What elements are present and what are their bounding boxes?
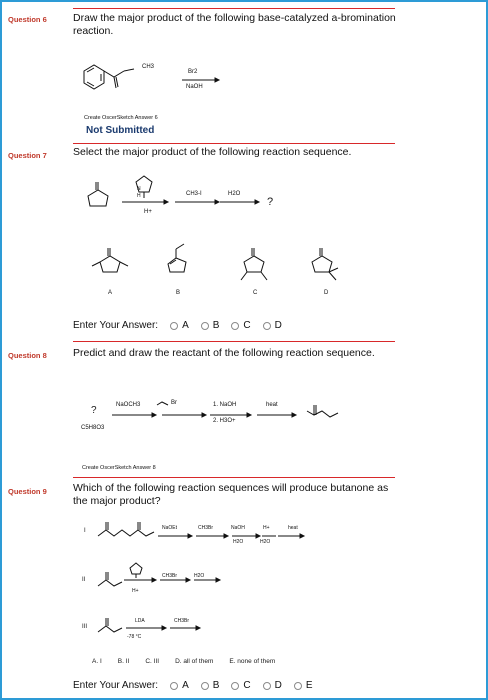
question-text: Which of the following reaction sequences will produce butanone as the major product?	[73, 482, 389, 507]
radio-button[interactable]	[201, 682, 209, 690]
question-number: Question 6	[8, 15, 47, 24]
answer-choices	[92, 658, 275, 665]
reagent: CH3Br	[198, 525, 214, 531]
choice-d: D. all of them	[175, 658, 214, 665]
option-b[interactable]: B	[201, 320, 220, 331]
choice-b: B. II	[117, 658, 130, 665]
reagent: H2O	[233, 539, 244, 545]
reagent-step3: H2O	[228, 191, 241, 197]
reagent-top: Br2	[188, 69, 198, 75]
option-e[interactable]: E	[294, 680, 313, 691]
question-number: Question 7	[8, 151, 47, 160]
reactant-formula: C5H8O3	[81, 425, 105, 431]
reagent: -78 °C	[127, 634, 142, 640]
radio-button[interactable]	[170, 322, 178, 330]
reagent-step2b: 2. H3O+	[213, 418, 236, 424]
radio-button[interactable]	[170, 682, 178, 690]
choice-a: A. I	[92, 658, 102, 665]
reagent: H+	[263, 525, 270, 531]
reagent: LDA	[135, 618, 145, 624]
reagent: CH3Br	[162, 573, 178, 579]
reagent: NaOEt	[162, 525, 178, 531]
answer-label: Enter Your Answer:	[73, 680, 159, 691]
choice-e: E. none of them	[229, 658, 276, 665]
sequence-label-iii: III	[82, 624, 88, 630]
status-not-submitted: Not Submitted	[86, 125, 155, 136]
quiz-page	[2, 2, 486, 698]
bromide-label: Br	[171, 400, 177, 406]
amine-h-label: H	[137, 193, 141, 199]
reagent: heat	[288, 525, 298, 531]
sequence-label-ii: II	[82, 577, 86, 583]
sequence-iii-scheme	[94, 612, 204, 642]
question-number: Question 9	[8, 487, 47, 496]
reagent: CH3Br	[174, 618, 190, 624]
q9-answer-row	[73, 680, 313, 691]
product-label-a: A	[108, 290, 113, 296]
reagent: NaOH	[231, 525, 245, 531]
reagent: H2O	[260, 539, 271, 545]
option-a[interactable]: A	[170, 680, 189, 691]
question-divider	[73, 477, 395, 478]
reagent-bottom: NaOH	[186, 84, 203, 90]
product-label-c: C	[253, 290, 258, 296]
option-c[interactable]: C	[231, 320, 250, 331]
reagent-step2a: 1. NaOH	[213, 402, 237, 408]
radio-button[interactable]	[201, 322, 209, 330]
reagent-acid: H+	[144, 209, 152, 215]
question-number: Question 8	[8, 351, 47, 360]
reagent-step2: CH3-I	[186, 191, 202, 197]
amine-n-label: N	[137, 186, 141, 192]
option-a[interactable]: A	[170, 320, 189, 331]
reagent: H+	[132, 588, 139, 594]
q7-product-structures	[72, 240, 372, 288]
substituent-label: CH3	[142, 64, 155, 70]
radio-button[interactable]	[294, 682, 302, 690]
q7-answer-row	[73, 320, 282, 331]
create-sketch-link[interactable]: Create OscerSketch Answer 6	[84, 115, 158, 121]
unknown-product-mark: ?	[267, 196, 274, 208]
question-text: Draw the major product of the following base-catalyzed a-bromination reaction.	[73, 12, 396, 37]
q6-reaction-scheme	[72, 47, 232, 97]
question-divider	[73, 143, 395, 144]
question-text: Select the major product of the following reaction sequence.	[73, 146, 352, 158]
question-divider	[73, 8, 395, 9]
reagent: H2O	[194, 573, 205, 579]
question-divider	[73, 341, 395, 342]
sequence-label-i: I	[84, 528, 86, 534]
option-d[interactable]: D	[263, 680, 282, 691]
product-label-d: D	[324, 290, 329, 296]
radio-button[interactable]	[263, 322, 271, 330]
option-b[interactable]: B	[201, 680, 220, 691]
unknown-reactant-mark: ?	[91, 405, 97, 416]
create-sketch-link[interactable]: Create OscerSketch Answer 8	[82, 465, 156, 471]
reagent-step3: heat	[266, 402, 278, 408]
option-c[interactable]: C	[231, 680, 250, 691]
radio-button[interactable]	[231, 322, 239, 330]
answer-label: Enter Your Answer:	[73, 320, 159, 331]
radio-button[interactable]	[231, 682, 239, 690]
question-text: Predict and draw the reactant of the following reaction sequence.	[73, 347, 375, 359]
sequence-ii-scheme	[94, 560, 224, 596]
product-label-b: B	[176, 290, 181, 296]
choice-c: C. III	[145, 658, 160, 665]
option-d[interactable]: D	[263, 320, 282, 331]
radio-button[interactable]	[263, 682, 271, 690]
reagent-step1: NaOCH3	[116, 402, 141, 408]
